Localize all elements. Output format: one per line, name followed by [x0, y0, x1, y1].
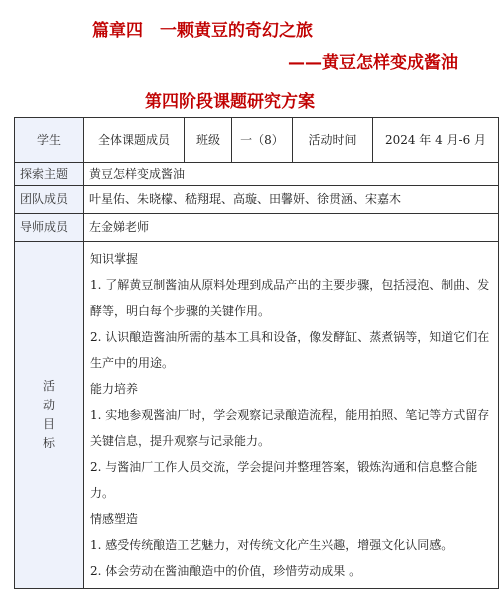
emotion-heading: 情感塑造 [90, 512, 139, 526]
goals-row [15, 242, 499, 589]
mentor-value: 左金娣老师 [84, 214, 499, 242]
knowledge-heading: 知识掌握 [90, 252, 139, 266]
goals-label-char: 活 [42, 379, 55, 393]
mentor-label: 导师成员 [15, 214, 84, 242]
time-label: 活动时间 [293, 118, 373, 163]
goals-label-char: 目 [42, 417, 55, 431]
chapter-subtitle: ——黄豆怎样变成酱油 [288, 53, 458, 73]
time-value: 2024 年 4 月-6 月 [373, 118, 499, 163]
emotion-item-2: 2. 体会劳动在酱油酿造中的价值，珍惜劳动成果 。 [90, 564, 362, 578]
team-value: 叶星佑、朱晓檬、嵇翔琨、高璇、田馨妍、徐贯涵、宋嘉木 [84, 186, 499, 214]
ability-item-1: 1. 实地参观酱油厂时，学会观察记录酿造流程，能用拍照、笔记等方式留存关键信息，提升观察与记录能力。 [90, 408, 490, 448]
plan-title: 第四阶段课题研究方案 [145, 92, 315, 112]
ability-heading: 能力培养 [90, 382, 139, 396]
student-label: 学生 [15, 118, 84, 163]
ability-item-2: 2. 与酱油厂工作人员交流，学会提问并整理答案，锻炼沟通和信息整合能力。 [90, 460, 478, 500]
goals-label [15, 242, 84, 589]
team-row [15, 186, 499, 214]
mentor-row [15, 214, 499, 242]
chapter-title: 篇章四 一颗黄豆的奇幻之旅 [92, 21, 313, 41]
research-plan-table [14, 117, 499, 589]
emotion-item-1: 1. 感受传统酿造工艺魅力，对传统文化产生兴趣，增强文化认同感。 [90, 538, 454, 552]
info-row [15, 118, 499, 163]
theme-row [15, 163, 499, 186]
class-value: 一（8） [232, 118, 293, 163]
class-label: 班级 [185, 118, 232, 163]
student-value: 全体课题成员 [84, 118, 185, 163]
goals-label-char: 动 [42, 398, 55, 412]
knowledge-item-1: 1. 了解黄豆制酱油从原料处理到成品产出的主要步骤，包括浸泡、制曲、发酵等，明白每个步骤的关键作用。 [90, 278, 490, 318]
knowledge-item-2: 2. 认识酿造酱油所需的基本工具和设备，像发酵缸、蒸煮锅等，知道它们在生产中的用途。 [90, 330, 490, 370]
theme-label: 探索主题 [15, 163, 84, 186]
team-label: 团队成员 [15, 186, 84, 214]
theme-value: 黄豆怎样变成酱油 [84, 163, 499, 186]
goals-label-char: 标 [42, 436, 55, 450]
goals-content [84, 242, 499, 589]
